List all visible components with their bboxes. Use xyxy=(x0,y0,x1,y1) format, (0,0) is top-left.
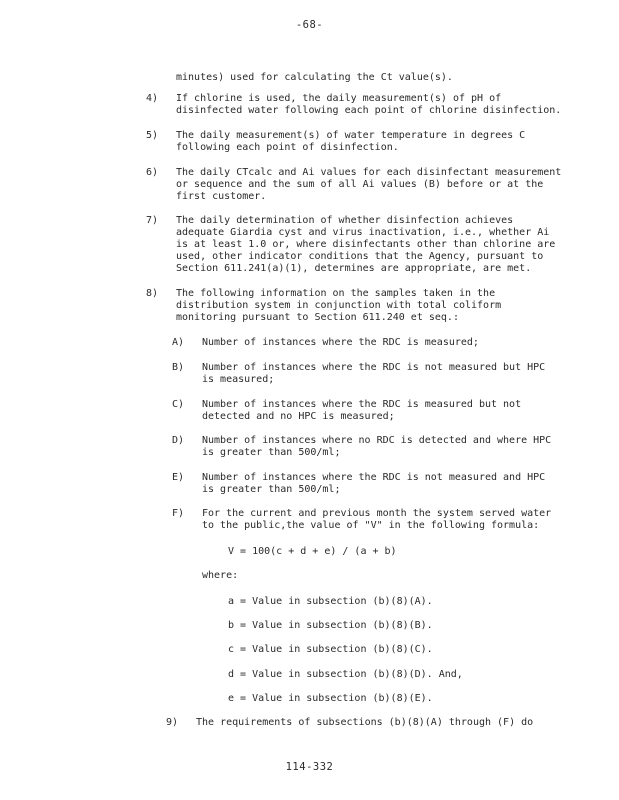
item-7-line-2: adequate Giardia cyst and virus inactivation, i.e., whether Ai xyxy=(176,227,550,238)
subitem-e-line-2: is greater than 500/ml; xyxy=(202,484,341,495)
item-9-number: 9) xyxy=(166,717,179,728)
subitem-e-line-1: Number of instances where the RDC is not measured and HPC xyxy=(202,472,546,483)
item-6-number: 6) xyxy=(146,167,159,178)
item-7-number: 7) xyxy=(146,215,159,226)
subitem-d-letter: D) xyxy=(172,435,185,446)
definition-c: c = Value in subsection (b)(8)(C). xyxy=(228,644,433,655)
subitem-f-line-1: For the current and previous month the system served water xyxy=(202,508,552,519)
formula-line: V = 100(c + d + e) / (a + b) xyxy=(228,546,397,557)
subitem-a-letter: A) xyxy=(172,337,185,348)
subitem-c-letter: C) xyxy=(172,399,185,410)
item-7-line-5: Section 611.241(a)(1), determines are appropriate, are met. xyxy=(176,263,532,274)
where-label: where: xyxy=(202,570,239,581)
subitem-f-line-2: to the public,the value of "V" in the following formula: xyxy=(202,520,540,531)
subitem-a-line-1: Number of instances where the RDC is measured; xyxy=(202,337,479,348)
subitem-c-line-1: Number of instances where the RDC is measured but not xyxy=(202,399,522,410)
continuation-line: minutes) used for calculating the Ct value(s). xyxy=(176,72,453,83)
item-4-line-2: disinfected water following each point of chlorine disinfection. xyxy=(176,105,562,116)
definition-b: b = Value in subsection (b)(8)(B). xyxy=(228,620,433,631)
subitem-f-letter: F) xyxy=(172,508,185,519)
definition-d: d = Value in subsection (b)(8)(D). And, xyxy=(228,669,463,680)
item-9-line-1: The requirements of subsections (b)(8)(A) through (F) do xyxy=(196,717,534,728)
item-5-line-1: The daily measurement(s) of water temperature in degrees C xyxy=(176,130,526,141)
item-6-line-3: first customer. xyxy=(176,191,267,202)
subitem-b-line-1: Number of instances where the RDC is not measured but HPC xyxy=(202,362,546,373)
subitem-e-letter: E) xyxy=(172,472,185,483)
item-7-line-3: is at least 1.0 or, where disinfectants other than chlorine are xyxy=(176,239,556,250)
page-header-number: -68- xyxy=(295,19,324,31)
subitem-d-line-1: Number of instances where no RDC is detected and where HPC xyxy=(202,435,552,446)
item-5-number: 5) xyxy=(146,130,159,141)
item-7-line-1: The daily determination of whether disinfection achieves xyxy=(176,215,514,226)
item-8-line-1: The following information on the samples taken in the xyxy=(176,288,496,299)
item-8-number: 8) xyxy=(146,288,159,299)
subitem-d-line-2: is greater than 500/ml; xyxy=(202,447,341,458)
item-8-line-3: monitoring pursuant to Section 611.240 et seq.: xyxy=(176,312,459,323)
definition-e: e = Value in subsection (b)(8)(E). xyxy=(228,693,433,704)
subitem-c-line-2: detected and no HPC is measured; xyxy=(202,411,395,422)
page-footer-id: 114-332 xyxy=(285,761,334,773)
item-6-line-1: The daily CTcalc and Ai values for each disinfectant measurement xyxy=(176,167,562,178)
item-4-number: 4) xyxy=(146,93,159,104)
subitem-b-letter: B) xyxy=(172,362,185,373)
definition-a: a = Value in subsection (b)(8)(A). xyxy=(228,596,433,607)
item-5-line-2: following each point of disinfection. xyxy=(176,142,399,153)
subitem-b-line-2: is measured; xyxy=(202,374,275,385)
item-7-line-4: used, other indicator conditions that the Agency, pursuant to xyxy=(176,251,544,262)
item-4-line-1: If chlorine is used, the daily measurement(s) of pH of xyxy=(176,93,502,104)
item-8-line-2: distribution system in conjunction with total coliform xyxy=(176,300,502,311)
item-6-line-2: or sequence and the sum of all Ai values (B) before or at the xyxy=(176,179,544,190)
